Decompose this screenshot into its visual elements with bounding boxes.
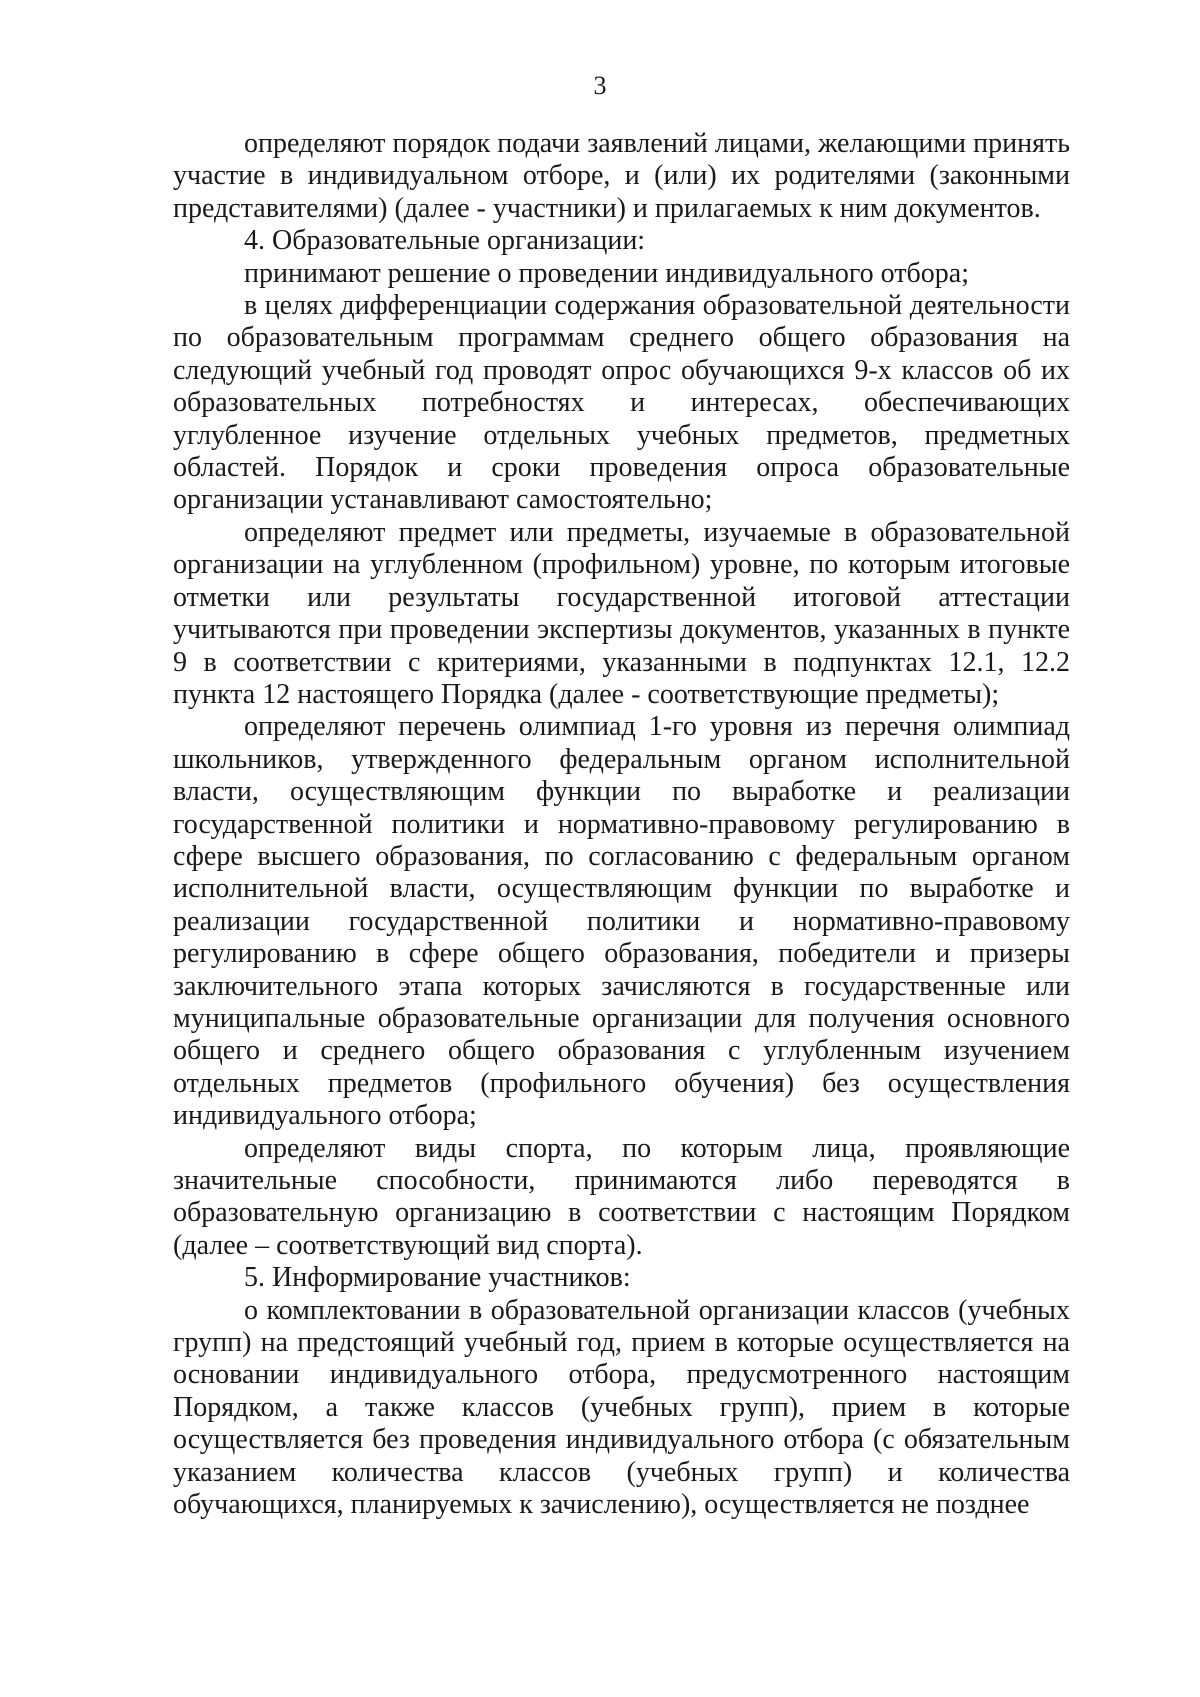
- paragraph-relevant-subjects: определяют предмет или предметы, изучаемые в образовательной организации на углубленном (профильном) уровне, по которым итоговые отметки или результаты государственной итоговой аттестации учитываются при проведении экспертизы документов, указанных в пункте 9 в соответствии с критериями, указанными в подпунктах 12.1, 12.2 пункта 12 настоящего Порядка (далее - соответствующие предметы);: [173, 516, 1070, 710]
- paragraph-student-survey: в целях дифференциации содержания образовательной деятельности по образовательным программам среднего общего образования на следующий учебный год проводят опрос обучающихся 9-х классов об их образовательных потребностях и интересах, обеспечивающих углубленное изучение отдельных учебных предметов, предметных областей. Порядок и сроки проведения опроса образовательные организации устанавливают самостоятельно;: [173, 290, 1070, 516]
- paragraph-application-procedure: определяют порядок подачи заявлений лицами, желающими принять участие в индивидуальном отборе, и (или) их родителями (законными представителями) (далее - участники) и прилагаемых к ним документов.: [173, 128, 1070, 224]
- section-heading-educational-organizations: 4. Образовательные организации:: [244, 225, 646, 257]
- section-heading-informing-participants: 5. Информирование участников:: [244, 1262, 631, 1294]
- paragraph-class-formation: о комплектовании в образовательной организации классов (учебных групп) на предстоящий учебный год, прием в которые осуществляется на основании индивидуального отбора, предусмотренного настоящим Порядком, а также классов (учебных групп), прием в которые осуществляется без проведения индивидуального отбора (с обязательным указанием количества классов (учебных групп) и количества обучающихся, планируемых к зачислению), осуществляется не позднее: [173, 1294, 1070, 1521]
- page-number: 3: [593, 71, 607, 100]
- paragraph-olympiad-list: определяют перечень олимпиад 1-го уровня из перечня олимпиад школьников, утвержденного федеральным органом исполнительной власти, осуществляющим функции по выработке и реализации государственной политики и нормативно-правовому регулированию в сфере высшего образования, по согласованию с федеральным органом исполнительной власти, осуществляющим функции по выработке и реализации государственной политики и нормативно-правовому регулированию в сфере общего образования, победители и призеры заключительного этапа которых зачисляются в государственные или муниципальные образовательные организации для получения основного общего и среднего общего образования с углубленным изучением отдельных предметов (профильного обучения) без осуществления индивидуального отбора;: [173, 711, 1070, 1132]
- paragraph-sports: определяют виды спорта, по которым лица, проявляющие значительные способности, принимаются либо переводятся в образовательную организацию в соответствии с настоящим Порядком (далее – соответствующий вид спорта).: [173, 1132, 1070, 1261]
- paragraph-selection-decision: принимают решение о проведении индивидуального отбора;: [244, 257, 970, 289]
- document-body: [173, 128, 1070, 1521]
